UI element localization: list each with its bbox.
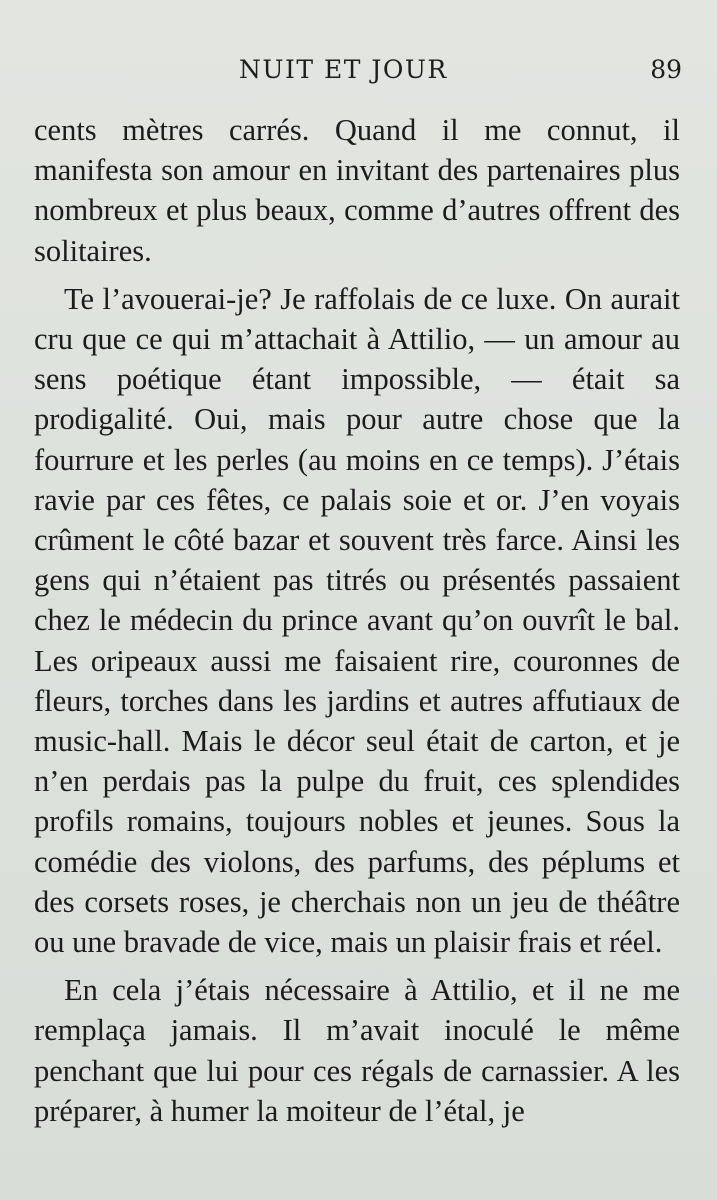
page-header [34, 52, 684, 92]
body-text [34, 110, 680, 1131]
paragraph: Te l’avouerai-je? Je raffolais de ce luxe. On aurait cru que ce qui m’attachait à Attilio, — un amour au sens poétique étant impossible, — était sa prodigalité. Oui, mais pour autre chose que la fourrure et les perles (au moins en ce temps). J’étais ravie par ces fêtes, ce palais soie et or. J’en voyais crûment le côté bazar et souvent très farce. Ainsi les gens qui n’étaient pas titrés ou présentés passaient chez le médecin du prince avant qu’on ouvrît le bal. Les oripeaux aussi me faisaient rire, couronnes de fleurs, torches dans les jardins et autres affutiaux de music-hall. Mais le décor seul était de carton, et je n’en perdais pas la pulpe du fruit, ces splendides profils romains, toujours nobles et jeunes. Sous la comédie des violons, des parfums, des péplums et des corsets roses, je cherchais non un jeu de théâtre ou une bravade de vice, mais un plaisir frais et réel. [34, 281, 680, 960]
running-title: NUIT ET JOUR [239, 55, 448, 84]
page-number: 89 [650, 55, 682, 84]
paragraph: En cela j’étais nécessaire à Attilio, et il ne me remplaça jamais. Il m’avait inoculé le même penchant que lui pour ces régals de carnassier. A les préparer, à humer la moiteur de l’étal, je [34, 973, 680, 1128]
paragraph-continuation: cents mètres carrés. Quand il me connut, il manifesta son amour en invitant des partenaires plus nombreux et plus beaux, comme d’autres offrent des solitaires. [34, 113, 680, 268]
